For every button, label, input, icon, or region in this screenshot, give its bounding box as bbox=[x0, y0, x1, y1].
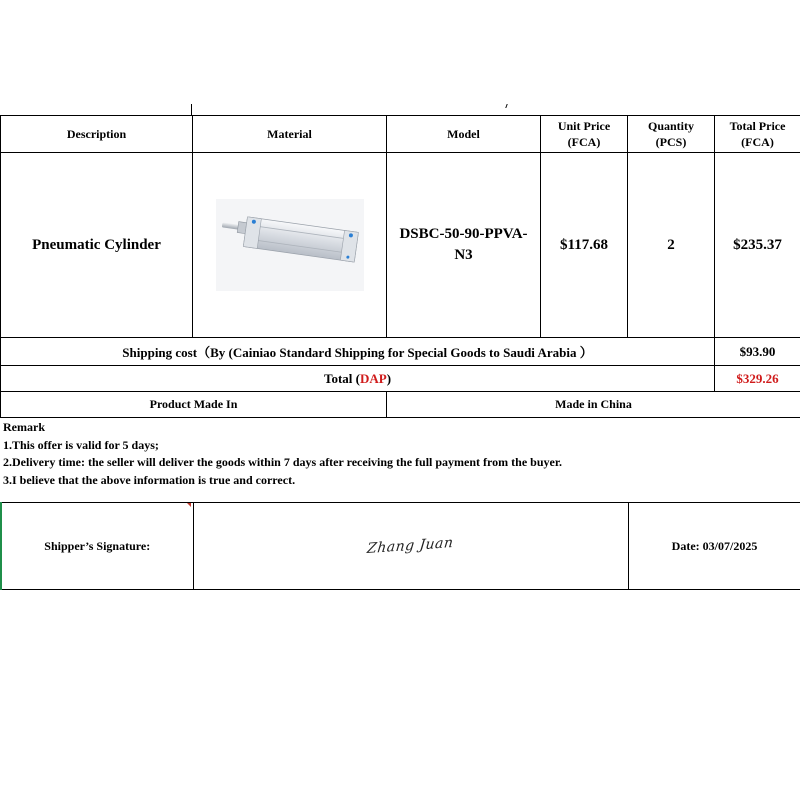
pneumatic-cylinder-image bbox=[216, 199, 364, 291]
header-quantity-line2: (PCS) bbox=[655, 135, 687, 149]
header-total-price-line1: Total Price bbox=[729, 119, 786, 133]
quotation-table bbox=[0, 115, 800, 418]
remark-line: 3.I believe that the above information is true and correct. bbox=[3, 472, 296, 487]
product-description: Pneumatic Cylinder bbox=[1, 153, 193, 338]
header-unit-price bbox=[541, 116, 628, 153]
product-model-line1: DSBC-50-90-PPVA- bbox=[399, 226, 528, 242]
header-row bbox=[1, 116, 800, 153]
shipping-label: Shipping cost（By (Cainiao Standard Shipping for Special Goods to Saudi Arabia ） bbox=[1, 338, 715, 366]
total-incoterm: DAP bbox=[359, 370, 387, 386]
origin-label: Product Made In bbox=[1, 392, 387, 418]
signature-date: Date: 03/07/2025 bbox=[628, 503, 800, 590]
product-model bbox=[387, 153, 541, 338]
header-material: Material bbox=[193, 116, 387, 153]
shipping-row bbox=[1, 338, 800, 366]
header-unit-price-line2: (FCA) bbox=[567, 135, 601, 149]
product-total-price: $235.37 bbox=[715, 153, 800, 338]
signature-row bbox=[1, 503, 800, 590]
shipper-signature-label: Shipper’s Signature: bbox=[1, 503, 193, 590]
total-label-suffix: ) bbox=[386, 370, 392, 386]
product-row bbox=[1, 153, 800, 338]
product-unit-price: $117.68 bbox=[541, 153, 628, 338]
signature-table bbox=[0, 502, 800, 590]
header-model: Model bbox=[387, 116, 541, 153]
pneumatic-cylinder-illustration bbox=[216, 199, 364, 291]
remarks-section bbox=[3, 419, 562, 489]
signature-area bbox=[193, 503, 628, 590]
origin-row bbox=[1, 392, 800, 418]
product-model-line2: N3 bbox=[454, 247, 473, 263]
header-total-price bbox=[715, 116, 800, 153]
header-quantity bbox=[628, 116, 715, 153]
handwritten-signature: Zhang Juan bbox=[366, 534, 455, 558]
comment-indicator-icon bbox=[187, 503, 191, 507]
header-unit-price-line1: Unit Price bbox=[557, 119, 611, 133]
total-label bbox=[1, 366, 715, 392]
origin-value: Made in China bbox=[387, 392, 800, 418]
header-description: Description bbox=[1, 116, 193, 153]
total-label-prefix: Total ( bbox=[323, 370, 360, 386]
product-quantity: 2 bbox=[628, 153, 715, 338]
header-total-price-line2: (FCA) bbox=[741, 135, 774, 149]
shipping-value: $93.90 bbox=[715, 338, 800, 366]
remark-line: 2.Delivery time: the seller will deliver the goods within 7 days after receiving the full payment from the buyer. bbox=[3, 455, 563, 469]
remark-line: 1.This offer is valid for 5 days; bbox=[3, 437, 159, 452]
total-value: $329.26 bbox=[715, 366, 800, 392]
remarks-title: Remark bbox=[3, 420, 45, 434]
product-material-cell bbox=[193, 153, 387, 338]
column-divider-stub-2 bbox=[505, 104, 507, 108]
header-quantity-line1: Quantity bbox=[647, 119, 694, 133]
total-row bbox=[1, 366, 800, 392]
